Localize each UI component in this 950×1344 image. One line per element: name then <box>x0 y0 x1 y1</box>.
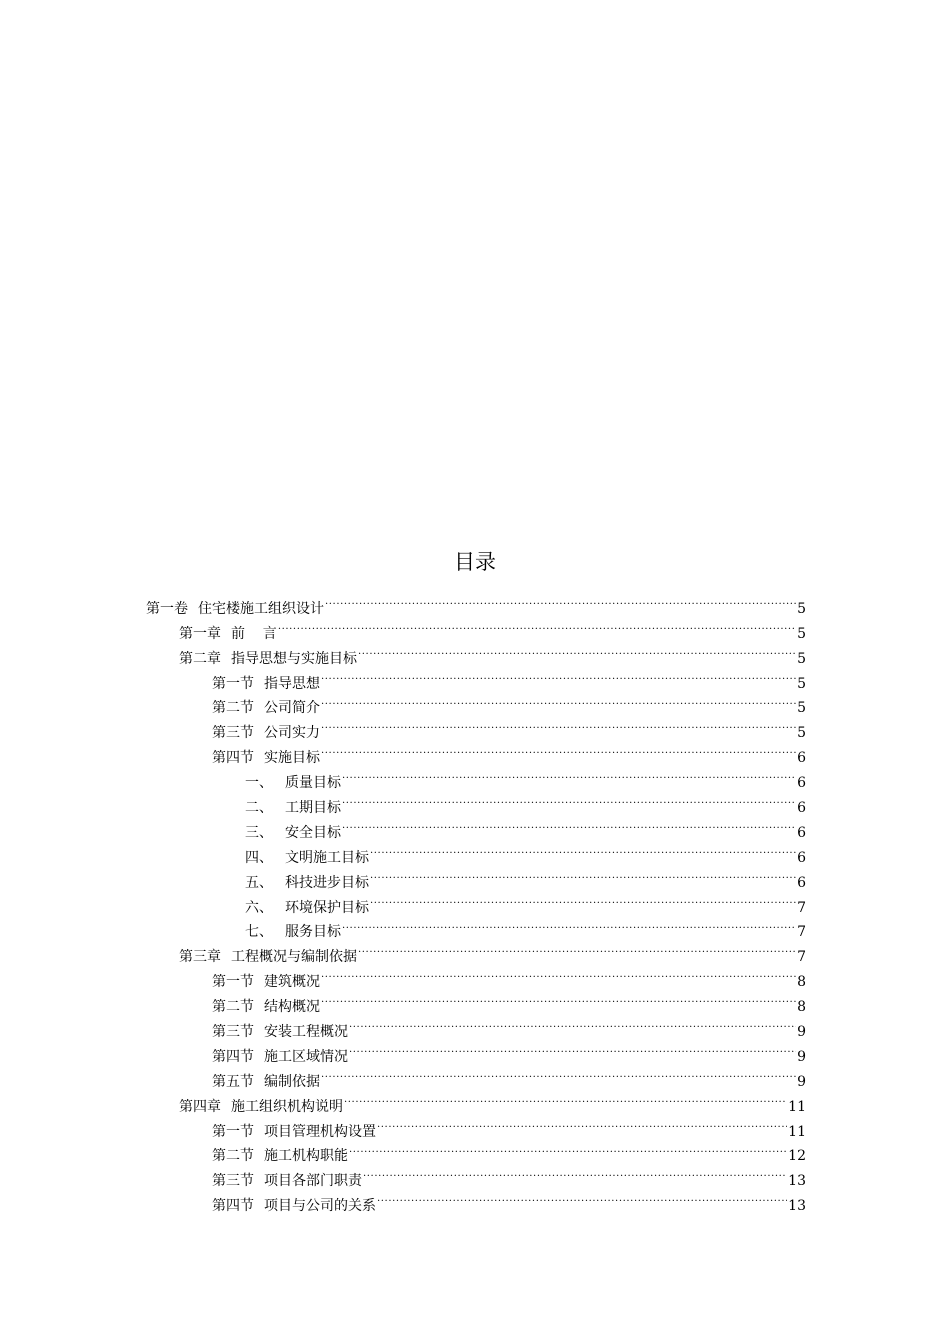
toc-entry-page-number: 13 <box>788 1198 806 1215</box>
toc-entry-title: 项目管理机构设置 <box>264 1123 376 1140</box>
toc-entry-title: 公司简介 <box>264 700 320 717</box>
toc-entry-number: 第二节 <box>212 700 254 717</box>
toc-entry-number: 第一卷 <box>146 600 188 617</box>
toc-dot-leader <box>363 1160 787 1185</box>
toc-entry-number: 二、 <box>245 800 273 817</box>
toc-entry-title: 建筑概况 <box>264 974 320 991</box>
toc-entry-number: 第一节 <box>212 675 254 692</box>
toc-entry-number: 四、 <box>245 849 273 866</box>
toc-entry-page-number: 5 <box>797 650 806 667</box>
toc-entry-number: 第四节 <box>212 750 254 767</box>
toc-entry-page-number: 5 <box>797 625 806 642</box>
toc-title: 目录 <box>454 550 496 574</box>
toc-entry-title: 文明施工目标 <box>285 849 369 866</box>
toc-entry-title: 指导思想 <box>264 675 320 692</box>
toc-entry-page-number: 9 <box>797 1048 806 1065</box>
toc-entry-title: 项目各部门职责 <box>264 1173 362 1190</box>
toc-dot-leader <box>342 762 796 787</box>
toc-entry-number: 五、 <box>245 874 273 891</box>
toc-dot-leader <box>349 1136 787 1161</box>
toc-entry-number: 第二节 <box>212 1148 254 1165</box>
toc-entry-page-number: 7 <box>797 924 806 941</box>
toc-entry-page-number: 6 <box>797 800 806 817</box>
toc-entry-title: 工期目标 <box>285 800 341 817</box>
toc-entry-page-number: 5 <box>797 600 806 617</box>
toc-dot-leader <box>321 737 796 762</box>
toc-dot-leader <box>377 1185 787 1210</box>
toc-dot-leader <box>321 688 796 713</box>
toc-dot-leader <box>325 588 796 613</box>
toc-dot-leader <box>370 862 796 887</box>
toc-dot-leader <box>342 787 796 812</box>
toc-entry-number: 六、 <box>245 899 273 916</box>
toc-entry-number: 第四节 <box>212 1198 254 1215</box>
toc-entry-page-number: 8 <box>797 999 806 1016</box>
toc-entry-number: 第一节 <box>212 1123 254 1140</box>
toc-entry-number: 三、 <box>245 824 273 841</box>
toc-entry-page-number: 5 <box>797 725 806 742</box>
toc-dot-leader <box>344 1086 787 1111</box>
toc-entry-page-number: 9 <box>797 1073 806 1090</box>
toc-entry-number: 第三节 <box>212 1024 254 1041</box>
toc-entry-title: 施工组织机构说明 <box>231 1098 343 1115</box>
toc-entry-page-number: 9 <box>797 1024 806 1041</box>
toc-entry-title: 安装工程概况 <box>264 1024 348 1041</box>
toc-dot-leader <box>321 1061 796 1086</box>
toc-entry-page-number: 5 <box>797 675 806 692</box>
toc-entry-page-number: 6 <box>797 775 806 792</box>
toc-entry-title: 实施目标 <box>264 750 320 767</box>
toc-entry-page-number: 12 <box>788 1148 806 1165</box>
toc-entry-title: 施工机构职能 <box>264 1148 348 1165</box>
toc-entry-number: 第四节 <box>212 1048 254 1065</box>
table-of-contents <box>146 588 806 1215</box>
toc-entry-page-number: 11 <box>788 1123 806 1140</box>
toc-entry-page-number: 8 <box>797 974 806 991</box>
toc-entry-title: 前 言 <box>231 625 277 642</box>
toc-entry-page-number: 6 <box>797 750 806 767</box>
toc-dot-leader <box>342 912 796 937</box>
toc-entry-title: 环境保护目标 <box>285 899 369 916</box>
toc-entry-page-number: 7 <box>797 949 806 966</box>
toc-entry-number: 第四章 <box>179 1098 221 1115</box>
toc-entry-title: 指导思想与实施目标 <box>231 650 357 667</box>
toc-dot-leader <box>370 837 796 862</box>
toc-entry-number: 一、 <box>245 775 273 792</box>
toc-dot-leader <box>349 1036 796 1061</box>
toc-entry-page-number: 5 <box>797 700 806 717</box>
toc-entry-number: 第三节 <box>212 1173 254 1190</box>
toc-entry-title: 科技进步目标 <box>285 874 369 891</box>
toc-entry-title: 结构概况 <box>264 999 320 1016</box>
toc-entry-page-number: 11 <box>788 1098 806 1115</box>
toc-entry-title: 公司实力 <box>264 725 320 742</box>
toc-dot-leader <box>377 1111 787 1136</box>
toc-entry-title: 安全目标 <box>285 824 341 841</box>
toc-dot-leader <box>321 712 796 737</box>
toc-dot-leader <box>321 663 796 688</box>
toc-entry-title: 质量目标 <box>285 775 341 792</box>
toc-entry-page-number: 7 <box>797 899 806 916</box>
toc-entry-page-number: 13 <box>788 1173 806 1190</box>
toc-entry-title: 项目与公司的关系 <box>264 1198 376 1215</box>
toc-entry-number: 七、 <box>245 924 273 941</box>
toc-dot-leader <box>321 986 796 1011</box>
toc-entry-number: 第一节 <box>212 974 254 991</box>
toc-entry-page-number: 6 <box>797 874 806 891</box>
toc-entry-title: 工程概况与编制依据 <box>231 949 357 966</box>
toc-dot-leader <box>342 812 796 837</box>
toc-entry-number: 第二节 <box>212 999 254 1016</box>
toc-entry-number: 第二章 <box>179 650 221 667</box>
toc-entry-page-number: 6 <box>797 849 806 866</box>
toc-dot-leader <box>358 936 796 961</box>
toc-dot-leader <box>278 613 796 638</box>
toc-dot-leader <box>370 887 796 912</box>
toc-entry-page-number: 6 <box>797 824 806 841</box>
toc-entry-number: 第三章 <box>179 949 221 966</box>
toc-entry[interactable] <box>146 588 806 617</box>
toc-dot-leader <box>358 638 796 663</box>
toc-entry-number: 第三节 <box>212 725 254 742</box>
toc-entry-number: 第一章 <box>179 625 221 642</box>
toc-entry-title: 施工区域情况 <box>264 1048 348 1065</box>
toc-entry-title: 编制依据 <box>264 1073 320 1090</box>
toc-entry-title: 服务目标 <box>285 924 341 941</box>
toc-entry-title: 住宅楼施工组织设计 <box>198 600 324 617</box>
toc-dot-leader <box>321 961 796 986</box>
toc-entry-number: 第五节 <box>212 1073 254 1090</box>
toc-dot-leader <box>349 1011 796 1036</box>
